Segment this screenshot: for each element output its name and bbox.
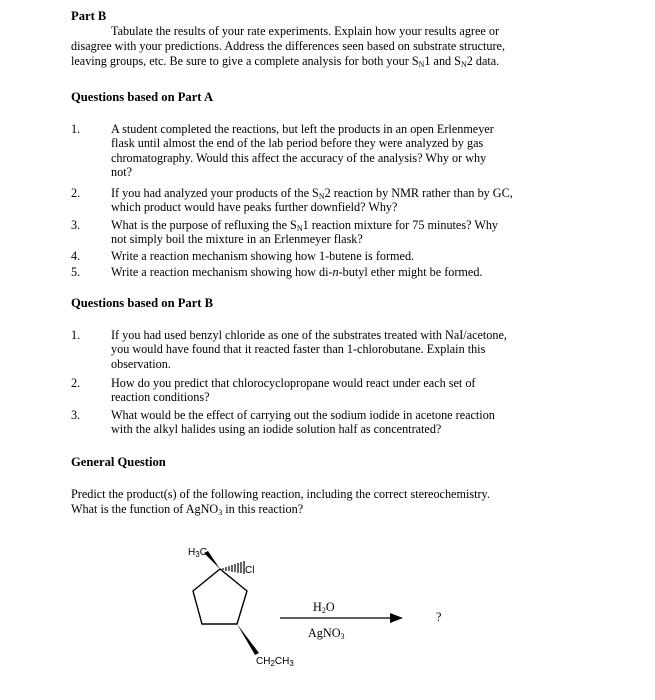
question-number: 3.	[71, 218, 81, 232]
question-line: If you had used benzyl chloride as one of the substrates treated with NaI/acetone,	[111, 328, 507, 342]
part-b-title: Part B	[71, 9, 107, 23]
part-b-intro-line-2: disagree with your predictions. Address the differences seen based on substrate structure,	[71, 39, 505, 53]
product-placeholder: ?	[436, 610, 442, 624]
part-b-intro-line-3	[71, 54, 631, 68]
question-a2	[111, 186, 566, 215]
question-line: observation.	[111, 356, 171, 371]
question-b3	[111, 408, 566, 437]
question-line: which product would have peaks further downfield? Why?	[111, 200, 398, 215]
question-a4: Write a reaction mechanism showing how 1-butene is formed.	[111, 249, 415, 263]
question-line: What would be the effect of carrying out the sodium iodide in acetone reaction	[111, 408, 495, 422]
question-a3	[111, 218, 566, 247]
part-b-intro-line-1: Tabulate the results of your rate experiments. Explain how your results agree or	[111, 24, 500, 38]
chloro-label: Cl	[245, 565, 255, 576]
text-run: C	[199, 547, 207, 558]
subscript: 3	[289, 659, 294, 668]
question-line: reaction conditions?	[111, 390, 210, 405]
general-title: General Question	[71, 455, 166, 469]
text-run: AgNO	[308, 626, 341, 640]
question-line: A student completed the reactions, but left the products in an open Erlenmeyer	[111, 122, 494, 136]
intro-text-b: 1 and S	[424, 54, 461, 68]
question-a1	[111, 122, 566, 179]
ethyl-wedge-bond	[237, 624, 259, 655]
question-number: 1.	[71, 122, 81, 136]
question-b2	[111, 376, 566, 405]
text-run: CH	[256, 656, 271, 667]
reaction-arrow-head	[390, 613, 403, 623]
text-run: in this reaction?	[222, 502, 304, 516]
text-run: H	[313, 600, 322, 614]
sn-subscript: N	[318, 192, 325, 201]
sn-subscript: N	[418, 60, 425, 69]
subscript: 2	[270, 659, 275, 668]
subscript: 3	[218, 508, 223, 517]
text-run: Write a reaction mechanism showing how di-	[111, 265, 333, 279]
reagent-water	[313, 600, 335, 614]
question-number: 2.	[71, 186, 81, 200]
question-number: 5.	[71, 265, 81, 279]
section-a-title: Questions based on Part A	[71, 90, 214, 104]
question-line	[111, 218, 566, 232]
text-run: 1 reaction mixture for 75 minutes? Why	[302, 218, 499, 232]
cyclopentane-ring	[193, 569, 247, 624]
question-line: with the alkyl halides using an iodide solution half as concentrated?	[111, 422, 442, 437]
question-line: not simply boil the mixture in an Erlenmeyer flask?	[111, 232, 363, 247]
reagent-silver-nitrate	[308, 626, 345, 640]
text-run: O	[325, 600, 335, 614]
question-line: chromatography. Would this affect the accuracy of the analysis? Why or why	[111, 150, 487, 165]
subscript: 2	[321, 606, 326, 615]
text-run: What is the function of AgNO	[71, 502, 219, 516]
question-line: How do you predict that chlorocyclopropane would react under each set of	[111, 376, 476, 390]
subscript: 3	[340, 632, 345, 641]
general-line-1: Predict the product(s) of the following reaction, including the correct stereochemistry.	[71, 487, 490, 501]
text-run: H	[188, 547, 196, 558]
text-run: If you had analyzed your products of the S	[111, 186, 319, 200]
chloro-hashed-bond	[223, 561, 244, 574]
ethyl-label	[256, 655, 294, 669]
question-a5	[111, 265, 566, 279]
methyl-label	[188, 546, 207, 560]
intro-text-c: 2 data.	[466, 54, 500, 68]
question-line: you would have found that it reacted faster than 1-chlorobutane. Explain this	[111, 342, 486, 357]
text-run: CH	[274, 656, 290, 667]
general-line-2	[71, 502, 631, 516]
question-number: 1.	[71, 328, 81, 342]
text-run: 2 reaction by NMR rather than by GC,	[324, 186, 513, 200]
subscript: 3	[195, 550, 200, 559]
question-line	[111, 186, 566, 200]
section-b-title: Questions based on Part B	[71, 296, 214, 310]
question-number: 3.	[71, 408, 81, 422]
text-run: -butyl ether might be formed.	[338, 265, 483, 279]
question-b1	[111, 328, 566, 371]
text-run: What is the purpose of refluxing the S	[111, 218, 297, 232]
italic-n: n	[332, 265, 339, 279]
question-number: 2.	[71, 376, 81, 390]
intro-text-a: leaving groups, etc. Be sure to give a complete analysis for both your S	[71, 54, 419, 68]
sn-subscript: N	[460, 60, 467, 69]
question-number: 4.	[71, 249, 81, 263]
question-line: not?	[111, 164, 132, 179]
sn-subscript: N	[296, 224, 303, 233]
question-line: flask until almost the end of the lab period before they were analyzed by gas	[111, 136, 484, 151]
